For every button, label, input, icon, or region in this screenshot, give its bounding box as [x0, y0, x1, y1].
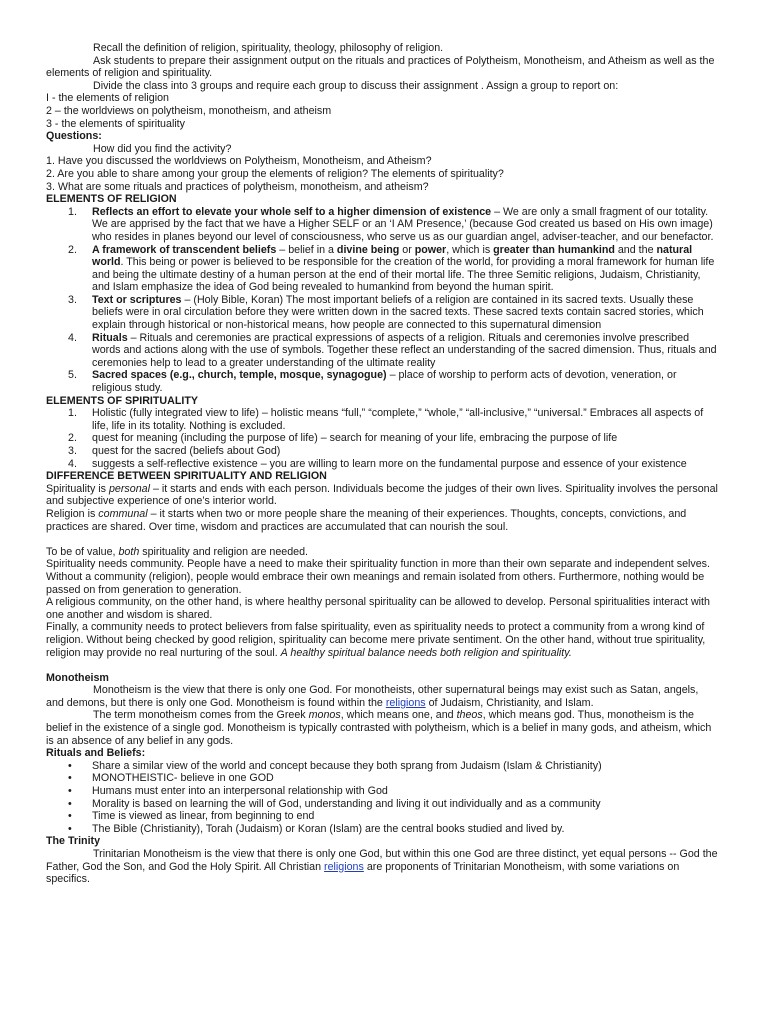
- religion-element-1: [46, 206, 718, 244]
- bullet-icon: •: [68, 785, 72, 798]
- spirituality-element-4: [46, 458, 718, 471]
- questions-lead: How did you find the activity?: [93, 142, 232, 155]
- text-run: or: [399, 243, 415, 256]
- religion-element-3-text: – (Holy Bible, Koran) The most important beliefs of a religion are contained in its sacred texts. Usually these beliefs were in oral circulation before they were written down in the sacred texts. These sacred texts contain sacred stories, which explain through historical or non-historical means, how people are connected to this supernatural dimension: [92, 293, 704, 332]
- elements-religion-heading: ELEMENTS OF RELIGION: [46, 193, 177, 206]
- text-run: To be of value,: [46, 545, 119, 558]
- question-3: 3. What are some rituals and practices of polytheism, monotheism, and atheism?: [46, 180, 429, 193]
- list-number: 2.: [68, 243, 77, 256]
- term-natural-world: natural world: [92, 243, 693, 269]
- difference-heading: DIFFERENCE BETWEEN SPIRITUALITY AND RELIGION: [46, 470, 327, 483]
- ritual-text: Share a similar view of the world and concept because they both sprang from Judaism (Islam & Christianity): [92, 759, 602, 772]
- religions-link[interactable]: religions: [385, 696, 426, 709]
- spirituality-element-3-text: quest for the sacred (beliefs about God): [92, 445, 281, 457]
- bullet-icon: •: [68, 759, 72, 772]
- text-run: – belief in a: [276, 243, 337, 256]
- text-run: Monotheism is the view that there is only one God. For monotheists, other supernatural beings may exist such as Satan, angels, and demons, but there is only one God. Monotheism is found within the: [46, 684, 699, 709]
- ritual-item: [46, 772, 718, 785]
- text-run: Religion is: [46, 507, 99, 520]
- ritual-item: [46, 823, 718, 836]
- text-run: – it starts and ends with each person. Individuals become the judges of their own lives. Spirituality involves the personal and subjective experience of one’s interior world.: [46, 482, 718, 508]
- paragraph-spacer: [46, 533, 718, 546]
- list-number: 2.: [68, 432, 77, 445]
- value-statement: [46, 546, 718, 559]
- spirituality-element-2: [46, 432, 718, 445]
- religion-definition: [46, 508, 718, 533]
- term-personal: personal: [108, 482, 150, 495]
- group-assignment-1: I - the elements of religion: [46, 92, 169, 105]
- term-communal: communal: [98, 507, 148, 520]
- monotheism-paragraph-2: [46, 709, 718, 747]
- rituals-heading: Rituals and Beliefs:: [46, 747, 146, 760]
- term-both: both: [118, 545, 140, 558]
- questions-heading: Questions:: [46, 130, 102, 143]
- religion-element-5: [46, 369, 718, 394]
- religion-element-2-title: A framework of transcendent beliefs: [92, 243, 277, 256]
- ritual-text: MONOTHEISTIC- believe in one GOD: [92, 772, 274, 785]
- spirituality-element-1: [46, 407, 718, 432]
- ritual-text: Time is viewed as linear, from beginning to end: [92, 810, 315, 823]
- religions-link[interactable]: religions: [324, 860, 364, 873]
- trinity-paragraph: [46, 848, 718, 886]
- term-greater-than-humankind: greater than humankind: [493, 243, 615, 256]
- term-monos: monos: [308, 709, 341, 722]
- monotheism-heading: Monotheism: [46, 671, 109, 684]
- bullet-icon: •: [68, 810, 72, 823]
- text-run: The term monotheism comes from the Greek: [93, 709, 309, 722]
- ritual-item: [46, 798, 718, 811]
- conclusion-paragraph: [46, 621, 718, 659]
- list-number: 3.: [68, 445, 77, 457]
- religion-element-4-text: – Rituals and ceremonies are practical expressions of aspects of a religion. Rituals and ceremonies involve prescribed words and actions along with the use of symbols. Together these reflect an understanding of the sacred dimension. Thus, rituals and ceremonies help to lead to a greater understanding of the ultimate reality: [92, 331, 717, 369]
- community-paragraph: Spirituality needs community. People have a need to make their spirituality function in more than their own separate and independent selves. Without a community (religion), people would embrace their own meanings and remain isolated from others. Furthermore, nothing would be passed on from generation to generation.: [46, 558, 710, 596]
- list-number: 5.: [68, 369, 77, 382]
- text-run: of Judaism, Christianity, and Islam.: [425, 696, 594, 709]
- religion-element-5-title: Sacred spaces (e.g., church, temple, mosque, synagogue): [92, 369, 387, 382]
- term-power: power: [414, 243, 447, 256]
- balance-statement: A healthy spiritual balance needs both religion and spirituality.: [280, 646, 572, 659]
- spirituality-definition: [46, 483, 718, 508]
- text-run: and the: [614, 243, 657, 256]
- religion-element-1-text: – We are only a small fragment of our totality. We are apprised by the fact that we have a Higher SELF or an ‘I AM Presence,’ (because God created us based on His own image) who resides in planes beyond our level of consciousness, who serve us as our guardian angel, adviser-teacher, and our benefactor.: [92, 205, 714, 243]
- intro-line-1: Recall the definition of religion, spirituality, theology, philosophy of religion.: [93, 42, 444, 54]
- term-theos: theos: [456, 709, 483, 722]
- list-number: 4.: [68, 331, 77, 344]
- question-1: 1. Have you discussed the worldviews on Polytheism, Monotheism, and Atheism?: [46, 155, 432, 168]
- spirituality-element-3: [46, 445, 718, 458]
- list-number: 3.: [68, 293, 77, 306]
- spirituality-element-1-text: Holistic (fully integrated view to life) – holistic means “full,” “complete,” “whole,” “all-inclusive,” “universal.” Embraces all aspects of life, life in its totality. Nothing is excluded.: [92, 407, 704, 432]
- text-run: are proponents of Trinitarian Monotheism, with some variations on specifics.: [46, 860, 680, 886]
- paragraph-spacer: [46, 659, 718, 672]
- bullet-icon: •: [68, 772, 72, 785]
- religious-community-paragraph: A religious community, on the other hand, is where healthy personal spirituality can be allowed to develop. Personal spiritualities interact with one another and wisdom is shared.: [46, 596, 710, 621]
- religion-element-4-title: Rituals: [92, 331, 128, 344]
- religion-element-4: [46, 332, 718, 370]
- ritual-text: Humans must enter into an interpersonal relationship with God: [92, 785, 388, 798]
- religion-element-2: [46, 244, 718, 294]
- ritual-item: [46, 760, 718, 773]
- text-run: , which means one, and: [340, 709, 457, 722]
- spirituality-element-2-text: quest for meaning (including the purpose of life) – search for meaning of your life, embracing the purpose of life: [92, 432, 618, 445]
- text-run: Trinitarian Monotheism is the view that there is only one God, but within this one God are three distinct, yet equal persons -- God the Father, God the Son, and God the Holy Spirit. All Christian: [46, 848, 718, 873]
- text-run: , which is: [446, 243, 494, 256]
- list-number: 1.: [68, 205, 77, 218]
- text-run: – it starts when two or more people share the meaning of their experiences. Thoughts, concepts, convictions, and practices are shared. Over time, wisdom and practices are accumulated that can nourish the soul.: [46, 507, 687, 533]
- religion-element-3-title: Text or scriptures: [92, 293, 182, 306]
- elements-spirituality-heading: ELEMENTS OF SPIRITUALITY: [46, 394, 199, 407]
- text-run: Spirituality is: [46, 482, 109, 495]
- trinity-heading: The Trinity: [46, 835, 101, 848]
- text-run: Finally, a community needs to protect believers from false spirituality, even as spirituality needs to protect a community from a wrong kind of religion. Without being checked by good religion, spirituality can become mere private sentiment. On the other hand, without true spirituality, religion may provide no real nurturing of the soul.: [46, 621, 706, 659]
- religion-element-3: [46, 294, 718, 332]
- term-divine-being: divine being: [336, 243, 400, 256]
- religion-element-5-text: – place of worship to perform acts of devotion, veneration, or religious study.: [92, 369, 677, 395]
- ritual-item: [46, 810, 718, 823]
- spirituality-element-4-text: suggests a self-reflective existence – you are willing to learn more on the fundamental purpose and essence of your existence: [92, 457, 687, 470]
- text-run: spirituality and religion are needed.: [139, 545, 309, 558]
- bullet-icon: •: [68, 797, 72, 810]
- list-number: 1.: [68, 407, 77, 420]
- ritual-text: Morality is based on learning the will of God, understanding and living it out individually and as a community: [92, 797, 601, 810]
- question-2: 2. Are you able to share among your group the elements of religion? The elements of spirituality?: [46, 167, 504, 180]
- text-run: , which means god. Thus, monotheism is the belief in the existence of a single god. Monotheism is typically contrasted with polytheism, which is a belief in many gods, and atheism, which is an absence of any belief in any gods.: [46, 709, 712, 747]
- intro-line-3: Divide the class into 3 groups and require each group to discuss their assignment . Assign a group to report on:: [93, 79, 619, 92]
- text-run: . This being or power is believed to be responsible for the creation of the world, for providing a moral framework for human life and being the ultimate destiny of a human person at the end of their mortal life. The three Semitic religions, Judaism, Christianity, and Islam emphasize the idea of God being revealed to humankind from beyond the human spirit.: [92, 256, 715, 294]
- group-assignment-2: 2 – the worldviews on polytheism, monotheism, and atheism: [46, 104, 332, 117]
- monotheism-paragraph-1: [46, 684, 718, 709]
- ritual-item: [46, 785, 718, 798]
- ritual-text: The Bible (Christianity), Torah (Judaism) or Koran (Islam) are the central books studied and lived by.: [92, 822, 565, 835]
- list-number: 4.: [68, 457, 77, 470]
- intro-line-2: Ask students to prepare their assignment output on the rituals and practices of Polytheism, Monotheism, and Atheism as well as the elements of religion and spirituality.: [46, 54, 715, 80]
- group-assignment-3: 3 - the elements of spirituality: [46, 117, 186, 130]
- religion-element-1-title: Reflects an effort to elevate your whole self to a higher dimension of existence: [92, 205, 492, 218]
- bullet-icon: •: [68, 822, 72, 835]
